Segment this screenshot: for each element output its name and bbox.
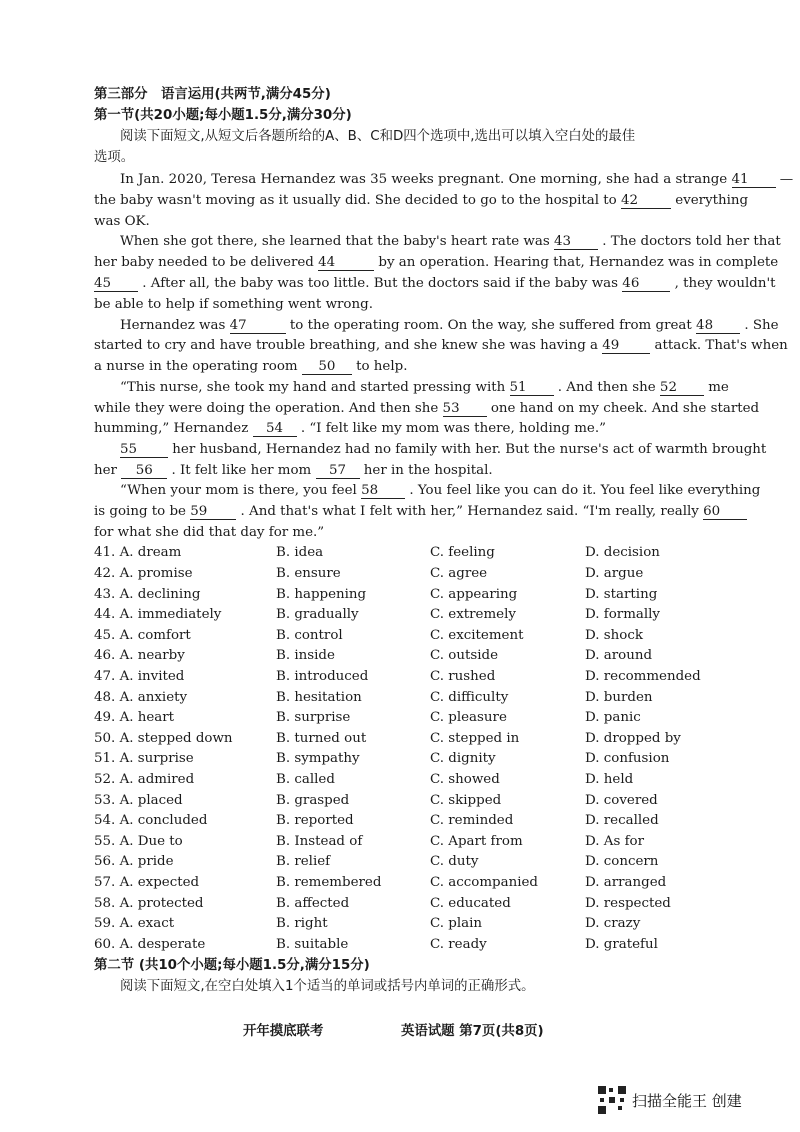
passage-text: “When your mom is there, you feel xyxy=(120,483,357,498)
passage-text: . The doctors told her that xyxy=(602,234,781,249)
blank-60: 60 xyxy=(703,504,747,520)
option-d: D. covered xyxy=(585,793,658,808)
passage-line xyxy=(94,192,749,210)
watermark-text: 扫描全能王 创建 xyxy=(632,1091,742,1110)
passage-text: her husband, Hernandez had no family with her. But the nurse's act of warmth brought xyxy=(172,442,767,457)
blank-54: 54 xyxy=(253,421,297,437)
passage-line xyxy=(94,524,724,542)
option-row xyxy=(94,750,194,768)
question-number: 51. xyxy=(94,751,116,766)
option-c: C. extremely xyxy=(430,607,516,622)
option-d: D. burden xyxy=(585,690,653,705)
part-title: 第三部分 语言运用(共两节,满分45分) xyxy=(94,87,331,102)
option-c: C. appearing xyxy=(430,587,518,602)
option-a: A. exact xyxy=(119,916,175,931)
option-a: A. surprise xyxy=(119,751,194,766)
passage-text: . “I felt like my mom was there, holding me.” xyxy=(300,421,606,436)
instruction-line-1: 阅读下面短文,从短文后各题所给的A、B、C和D四个选项中,选出可以填入空白处的最佳 xyxy=(120,129,636,144)
option-b: B. introduced xyxy=(276,669,369,684)
option-row xyxy=(94,668,184,686)
passage-text: while they were doing the operation. And then she xyxy=(94,401,439,416)
option-c: C. Apart from xyxy=(430,834,523,849)
option-d: D. shock xyxy=(585,628,643,643)
option-c: C. agree xyxy=(430,566,488,581)
section1-title: 第一节(共20小题;每小题1.5分,满分30分) xyxy=(94,108,352,123)
passage-text: be able to help if something went wrong. xyxy=(94,297,373,312)
option-c: C. duty xyxy=(430,854,479,869)
option-row xyxy=(94,730,233,748)
option-row xyxy=(94,792,183,810)
passage-text: humming,” Hernandez xyxy=(94,421,249,436)
passage-text: . You feel like you can do it. You feel like everything xyxy=(409,483,761,498)
passage-line xyxy=(94,462,724,480)
blank-46: 46 xyxy=(622,276,670,292)
option-a: A. dream xyxy=(119,545,182,560)
passage-text: a nurse in the operating room xyxy=(94,359,298,374)
option-b: B. gradually xyxy=(276,607,359,622)
passage-line xyxy=(94,337,788,355)
option-d: D. grateful xyxy=(585,937,658,952)
option-a: A. concluded xyxy=(119,813,208,828)
option-a: A. comfort xyxy=(119,628,191,643)
passage-text: her baby needed to be delivered xyxy=(94,255,314,270)
blank-50: 50 xyxy=(302,359,352,375)
option-d: D. respected xyxy=(585,896,671,911)
question-number: 52. xyxy=(94,772,116,787)
passage-line xyxy=(94,275,776,293)
option-d: D. recommended xyxy=(585,669,701,684)
blank-56: 56 xyxy=(121,463,167,479)
passage-text: her in the hospital. xyxy=(363,463,493,478)
passage-text: was OK. xyxy=(94,214,150,229)
passage-text: In Jan. 2020, Teresa Hernandez was 35 weeks pregnant. One morning, she had a strange xyxy=(120,172,728,187)
question-number: 59. xyxy=(94,916,116,931)
option-c: C. outside xyxy=(430,648,498,663)
passage-line xyxy=(120,379,729,397)
option-d: D. around xyxy=(585,648,653,663)
option-a: A. heart xyxy=(119,710,175,725)
question-number: 45. xyxy=(94,628,116,643)
option-c: C. accompanied xyxy=(430,875,538,890)
option-c: C. ready xyxy=(430,937,487,952)
passage-line xyxy=(120,233,781,251)
option-a: A. stepped down xyxy=(119,731,233,746)
option-b: B. affected xyxy=(276,896,350,911)
passage-line xyxy=(94,400,760,418)
option-b: B. sympathy xyxy=(276,751,360,766)
option-d: D. dropped by xyxy=(585,731,681,746)
instruction-line-2: 选项。 xyxy=(94,150,135,165)
blank-49: 49 xyxy=(602,338,650,354)
passage-text: started to cry and have trouble breathing, and she knew she was having a xyxy=(94,338,598,353)
option-b: B. surprise xyxy=(276,710,351,725)
passage-text: one hand on my cheek. And she started xyxy=(490,401,760,416)
option-row xyxy=(94,874,199,892)
option-d: D. concern xyxy=(585,854,659,869)
passage-text: . After all, the baby was too little. But the doctors said if the baby was xyxy=(142,276,619,291)
passage-line xyxy=(94,296,724,314)
blank-47: 47 xyxy=(230,318,286,334)
question-number: 42. xyxy=(94,566,116,581)
passage-text: to the operating room. On the way, she suffered from great xyxy=(289,318,692,333)
question-number: 46. xyxy=(94,648,116,663)
passage-text: to help. xyxy=(356,359,408,374)
option-row xyxy=(94,544,181,562)
passage-text: , they wouldn't xyxy=(674,276,776,291)
passage-line xyxy=(94,358,724,376)
option-a: A. desperate xyxy=(119,937,206,952)
passage-line xyxy=(94,213,724,231)
option-row xyxy=(94,586,200,604)
option-d: D. panic xyxy=(585,710,641,725)
option-row xyxy=(94,915,174,933)
option-row xyxy=(94,565,193,583)
option-row xyxy=(94,936,205,954)
blank-52: 52 xyxy=(660,380,704,396)
option-c: C. pleasure xyxy=(430,710,507,725)
passage-text: — xyxy=(779,172,794,187)
option-a: A. declining xyxy=(119,587,201,602)
option-a: A. Due to xyxy=(119,834,183,849)
question-number: 56. xyxy=(94,854,116,869)
option-a: A. placed xyxy=(119,793,183,808)
question-number: 60. xyxy=(94,937,116,952)
blank-42: 42 xyxy=(621,193,671,209)
passage-text: the baby wasn't moving as it usually did. She decided to go to the hospital to xyxy=(94,193,617,208)
option-c: C. showed xyxy=(430,772,500,787)
question-number: 48. xyxy=(94,690,116,705)
passage-text: for what she did that day for me.” xyxy=(94,525,325,540)
question-number: 49. xyxy=(94,710,116,725)
option-row xyxy=(94,627,191,645)
footer-page-info: 英语试题 第7页(共8页) xyxy=(401,1024,544,1039)
option-b: B. ensure xyxy=(276,566,341,581)
option-row xyxy=(94,606,221,624)
option-d: D. decision xyxy=(585,545,660,560)
option-row xyxy=(94,709,174,727)
option-b: B. inside xyxy=(276,648,335,663)
question-number: 54. xyxy=(94,813,116,828)
option-b: B. happening xyxy=(276,587,367,602)
passage-line xyxy=(120,171,794,189)
option-d: D. formally xyxy=(585,607,661,622)
passage-line xyxy=(94,503,724,521)
option-row xyxy=(94,895,203,913)
option-b: B. called xyxy=(276,772,335,787)
option-b: B. turned out xyxy=(276,731,367,746)
blank-59: 59 xyxy=(190,504,236,520)
blank-58: 58 xyxy=(361,483,405,499)
option-row xyxy=(94,812,207,830)
option-b: B. suitable xyxy=(276,937,349,952)
blank-51: 51 xyxy=(510,380,554,396)
option-b: B. idea xyxy=(276,545,324,560)
option-d: D. argue xyxy=(585,566,644,581)
option-c: C. stepped in xyxy=(430,731,520,746)
passage-text: by an operation. Hearing that, Hernandez was in complete xyxy=(378,255,779,270)
question-number: 58. xyxy=(94,896,116,911)
option-b: B. grasped xyxy=(276,793,350,808)
passage-text: “This nurse, she took my hand and started pressing with xyxy=(120,380,506,395)
footer-exam-name: 开年摸底联考 xyxy=(243,1024,324,1039)
option-d: D. recalled xyxy=(585,813,659,828)
passage-line xyxy=(94,420,724,438)
option-a: A. nearby xyxy=(119,648,185,663)
option-c: C. plain xyxy=(430,916,483,931)
option-row xyxy=(94,647,185,665)
passage-line xyxy=(120,482,761,500)
passage-text: . And that's what I felt with her,” Hernandez said. “I'm really, really xyxy=(240,504,699,519)
passage-line xyxy=(94,254,779,272)
option-c: C. feeling xyxy=(430,545,495,560)
passage-text: . She xyxy=(744,318,779,333)
passage-text: Hernandez was xyxy=(120,318,226,333)
option-c: C. excitement xyxy=(430,628,524,643)
option-a: A. invited xyxy=(119,669,185,684)
blank-41: 41 xyxy=(732,172,776,188)
option-row xyxy=(94,853,174,871)
option-c: C. skipped xyxy=(430,793,502,808)
passage-line xyxy=(120,317,779,335)
option-b: B. right xyxy=(276,916,328,931)
passage-line xyxy=(120,441,767,459)
section2-instruction: 阅读下面短文,在空白处填入1个适当的单词或括号内单词的正确形式。 xyxy=(120,979,535,994)
option-d: D. crazy xyxy=(585,916,641,931)
blank-55: 55 xyxy=(120,442,168,458)
option-a: A. protected xyxy=(119,896,204,911)
option-b: B. hesitation xyxy=(276,690,362,705)
blank-57: 57 xyxy=(316,463,360,479)
option-c: C. reminded xyxy=(430,813,514,828)
question-number: 43. xyxy=(94,587,116,602)
option-b: B. control xyxy=(276,628,343,643)
passage-text: When she got there, she learned that the baby's heart rate was xyxy=(120,234,550,249)
passage-text: is going to be xyxy=(94,504,186,519)
option-c: C. dignity xyxy=(430,751,496,766)
question-number: 44. xyxy=(94,607,116,622)
question-number: 55. xyxy=(94,834,116,849)
option-c: C. rushed xyxy=(430,669,496,684)
passage-text: . It felt like her mom xyxy=(171,463,312,478)
passage-text: attack. That's when xyxy=(654,338,788,353)
scanner-watermark xyxy=(598,1085,742,1115)
option-row xyxy=(94,771,194,789)
option-c: C. difficulty xyxy=(430,690,509,705)
passage-text: me xyxy=(708,380,729,395)
option-a: A. immediately xyxy=(119,607,222,622)
option-a: A. pride xyxy=(119,854,174,869)
camscanner-logo-icon xyxy=(598,1086,626,1114)
option-row xyxy=(94,689,187,707)
option-b: B. remembered xyxy=(276,875,382,890)
option-d: D. As for xyxy=(585,834,644,849)
option-d: D. arranged xyxy=(585,875,667,890)
option-c: C. educated xyxy=(430,896,511,911)
option-b: B. relief xyxy=(276,854,331,869)
blank-43: 43 xyxy=(554,234,598,250)
question-number: 50. xyxy=(94,731,116,746)
option-row xyxy=(94,833,183,851)
option-d: D. held xyxy=(585,772,634,787)
question-number: 47. xyxy=(94,669,116,684)
passage-text: . And then she xyxy=(557,380,656,395)
section2-title: 第二节 (共10个小题;每小题1.5分,满分15分) xyxy=(94,958,370,973)
passage-text: her xyxy=(94,463,117,478)
option-a: A. admired xyxy=(119,772,195,787)
option-a: A. expected xyxy=(119,875,200,890)
passage-text: everything xyxy=(675,193,749,208)
blank-53: 53 xyxy=(443,401,487,417)
option-d: D. starting xyxy=(585,587,658,602)
option-b: B. Instead of xyxy=(276,834,363,849)
option-a: A. anxiety xyxy=(119,690,188,705)
question-number: 57. xyxy=(94,875,116,890)
question-number: 53. xyxy=(94,793,116,808)
blank-45: 45 xyxy=(94,276,138,292)
blank-44: 44 xyxy=(318,255,374,271)
option-d: D. confusion xyxy=(585,751,670,766)
option-a: A. promise xyxy=(119,566,193,581)
blank-48: 48 xyxy=(696,318,740,334)
option-b: B. reported xyxy=(276,813,354,828)
question-number: 41. xyxy=(94,545,116,560)
